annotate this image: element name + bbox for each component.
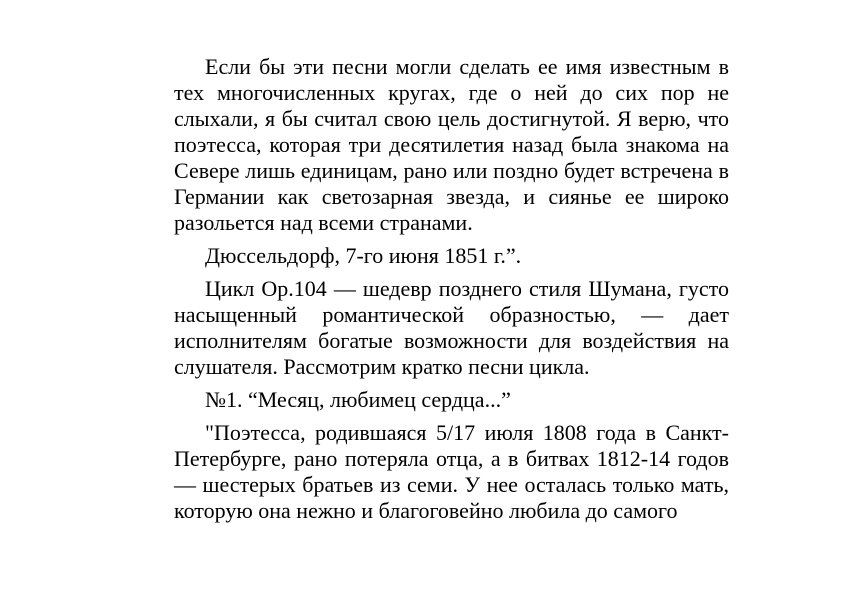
paragraph-date-signature: Дюссельдорф, 7-го июня 1851 г.”. xyxy=(205,243,522,268)
paragraph-poetess-biography: "Поэтесса, родившаяся 5/17 июля 1808 года в Санкт-Петербурге, рано потеряла отца, а в битвах 1812-14 годов — шестерых братьев из семи. У нее осталась только мать, которую она нежно и благоговейно любила до самого xyxy=(174,420,729,523)
paragraph-dedication: Если бы эти песни могли сделать ее имя известным в тех многочисленных кругах, где о ней до сих пор не слыхали, я бы считал свою цель достигнутой. Я верю, что поэтесса, которая три десятилетия назад была знакома на Севере лишь единицам, рано или поздно будет встречена в Германии как светозарная звезда, и сиянье ее широко разольется над всеми странами. xyxy=(174,54,729,235)
paragraph-cycle-description: Цикл Op.104 — шедевр позднего стиля Шумана, густо насыщенный романтической образностью, — дает исполнителям богатые возможности для воздействия на слушателя. Рассмотрим кратко песни цикла. xyxy=(174,276,729,379)
document-body xyxy=(174,54,729,524)
song-heading: №1. “Месяц, любимец сердца...” xyxy=(205,387,511,412)
